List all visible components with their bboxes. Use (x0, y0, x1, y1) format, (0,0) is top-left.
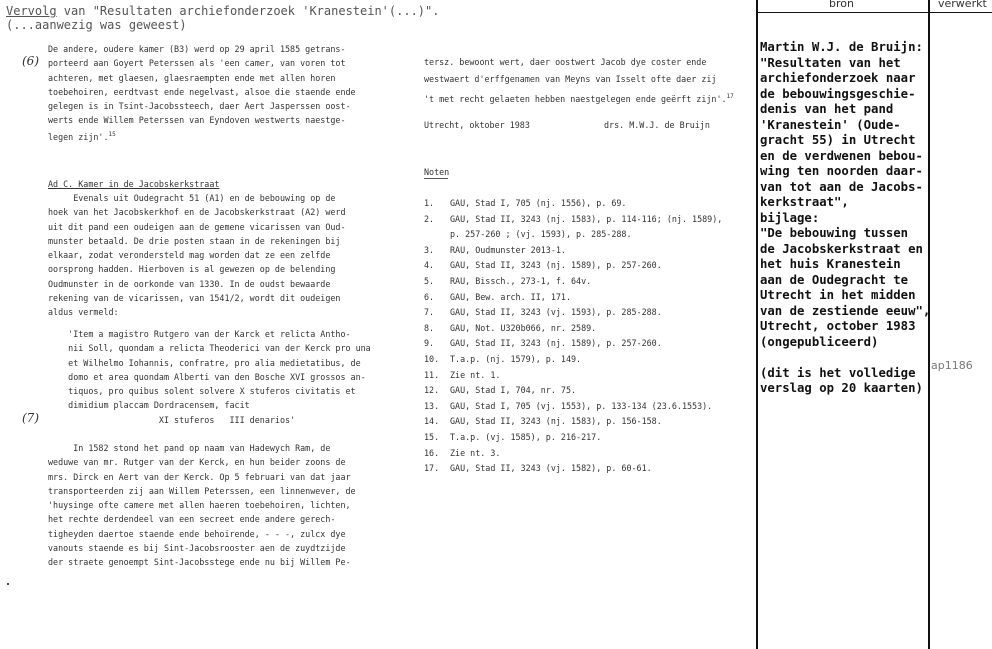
header-subtitle: (...aanwezig was geweest) (6, 18, 187, 32)
note-item (424, 196, 722, 212)
note-item (424, 399, 722, 415)
note-number: 13. (424, 400, 440, 411)
note-item (424, 258, 722, 274)
stray-dot (7, 583, 9, 585)
note-number: 15. (424, 431, 440, 442)
note-number: 8. (424, 322, 435, 333)
footnote-ref: 15 (108, 130, 116, 138)
note-number: 10. (424, 353, 440, 364)
footnote-ref: 17 (726, 93, 734, 100)
note-text: GAU, Stad II, 3243 (nj. 1589), p. 257-260. (450, 260, 662, 271)
note-text: GAU, Stad II, 3243 (vj. 1593), p. 285-288. (450, 307, 662, 318)
note-number: 7. (424, 307, 435, 318)
header-vervolg: Vervolg (6, 4, 57, 18)
paragraph-continuation (424, 54, 734, 108)
bron-cell: Martin W.J. de Bruijn: "Resultaten van het archiefonderzoek naar de bebouwingsgeschie- denis van het pand 'Kranestein' (Oude- gracht 55) in Utrecht en de verdwenen bebou- wing ten noorden daar- van tot aan de Jacobs- kerkstraat", bijlage: "De bebouwing tussen de Jacobskerkstraat en het huis Kranestein aan de Oudegracht te Utrecht in het midden van de zestiende eeuw", Utrecht, october 1983 (ongepubliceerd) (dit is het volledige verslag op 20 kaarten) (760, 40, 931, 395)
margin-mark-7: (7) (22, 411, 39, 425)
header-title-rest: van "Resultaten archiefonderzoek 'Kranestein'(...)". (56, 4, 440, 18)
note-item (424, 274, 722, 290)
margin-mark-6: (6) (22, 54, 39, 68)
note-text: GAU, Bew. arch. II, 171. (450, 291, 572, 302)
table-header-rule (756, 12, 992, 13)
note-item (424, 461, 722, 477)
note-item (424, 336, 722, 352)
note-text: RAU, Oudmunster 2013-1. (450, 244, 566, 255)
latin-quote: 'Item a magistro Rutgero van der Karck et relicta Antho- nii Soll, quondam a relicta Theoderici van der Kerck pro una et Wilhelmo Iohannis, confratre, pro alia medietatibus, de domo et area quondam Alberti van den Bosche XVI grossos an- tiquos, pro quibus solent solvere X stuferos civitatis et dimidium placcam Dordracensem, facit XI stuferos III denarios' (68, 329, 371, 425)
note-item (424, 446, 722, 462)
notes-title: Noten (424, 167, 450, 177)
paragraph-ad-c: Evenals uit Oudegracht 51 (A1) en de bebouwing op de hoek van het Jacobskerkhof en de Jacobskerkstraat (A2) werd uit dit pand een oudeigen aan de gemene vicarissen van Oud- munster betaald. De drie posten staan in de rekeningen bij elkaar, zodat verondersteld mag worden dat ze een zelfde oorsprong hadden. Hierboven is al gewezen op de belending Oudmunster in de oorkonde van 1330. In de oudst bewaarde rekening van de vicarissen, van 1541/2, wordt dit oudeigen aldus vermeld: (48, 193, 346, 318)
notes-list (424, 196, 722, 477)
note-number: 17. (424, 463, 440, 474)
note-item (424, 212, 722, 228)
paragraph-kamer-b3 (48, 42, 356, 144)
paragraph-continuation-text: tersz. bewoont wert, daer oostwert Jacob dye coster ende westwaert d'erffgenamen van Meyns van Isselt ofte daer zij 't met recht gelaeten hebben naestgelegen ende geërft zijn'. (424, 57, 727, 104)
section-heading: Ad C. Kamer in de Jacobskerkstraat (48, 179, 220, 189)
note-number: 3. (424, 244, 435, 255)
note-text: RAU, Bissch., 273-1, f. 64v. (450, 275, 592, 286)
paragraph-kamer-b3-text: De andere, oudere kamer (B3) werd op 29 april 1585 getrans- porteerd aan Goyert Peterssen als 'een camer, van voren tot achteren, met glaesen, glaesraempten ende met allen horen toebehoiren, eerdtvast ende negelvast, alsoe die staende ende gelegen is in Tsint-Jacobssteech, daer Aert Jasperssen oost- werts ende Willem Peterssen van Eyndoven westwerts naestge- legen zijn'. (48, 44, 356, 142)
note-item (424, 352, 722, 368)
note-text: GAU, Not. U320b066, nr. 2589. (450, 322, 597, 333)
note-item (424, 227, 722, 243)
note-text: GAU, Stad I, 704, nr. 75. (450, 385, 577, 396)
note-item (424, 368, 722, 384)
table-divider-left (756, 0, 758, 649)
paragraph-1582: In 1582 stond het pand op naam van Hadewych Ram, de weduwe van mr. Rutger van der Kerck, en hun beider zoons de mrs. Dirck en Aert van der Kerck. Op 5 februari van dat jaar transporteerden zij aan Willem Peterssen, een linnenwever, de 'huysinge ofte camere met allen haeren toebehoiren, lichten, het rechte derdendeel van een secreet ende andere gerech- tigheyden daertoe staende ende behoirende, - - -, zulcx dye vanouts staende es bij Sint-Jacobsrooster aen de zuydtzijde der straete genoempt Sint-Jacobsstege ende nu bij Willem Pe- (48, 443, 356, 568)
column-header-verwerkt: verwerkt (938, 0, 987, 10)
note-text: T.a.p. (nj. 1579), p. 149. (450, 353, 582, 364)
column-header-bron: bron (829, 0, 854, 10)
note-item (424, 430, 722, 446)
verwerkt-cell: ap1186 (931, 359, 973, 372)
note-number: 9. (424, 338, 435, 349)
note-item (424, 243, 722, 259)
note-item (424, 305, 722, 321)
author-signature: drs. M.W.J. de Bruijn (604, 120, 710, 130)
place-date: Utrecht, oktober 1983 (424, 120, 530, 130)
note-text: Zie nt. 1. (450, 369, 501, 380)
note-text: GAU, Stad II, 3243 (vj. 1582), p. 60-61. (450, 463, 652, 474)
note-text: GAU, Stad II, 3243 (nj. 1589), p. 257-260. (450, 338, 662, 349)
note-text: Zie nt. 3. (450, 447, 501, 458)
note-text: p. 257-260 ; (vj. 1593), p. 285-288. (450, 229, 632, 240)
notes-title-rule (424, 178, 448, 179)
header-title (6, 4, 439, 18)
note-number: 16. (424, 447, 440, 458)
note-text: GAU, Stad II, 3243 (nj. 1583), p. 156-158. (450, 416, 662, 427)
note-number: 12. (424, 385, 440, 396)
note-text: T.a.p. (vj. 1585), p. 216-217. (450, 431, 602, 442)
note-number: 14. (424, 416, 440, 427)
note-number: 6. (424, 291, 435, 302)
note-item (424, 321, 722, 337)
note-number: 5. (424, 275, 435, 286)
note-number: 2. (424, 213, 435, 224)
note-item (424, 290, 722, 306)
note-text: GAU, Stad I, 705 (vj. 1553), p. 133-134 (23.6.1553). (450, 400, 713, 411)
note-item (424, 414, 722, 430)
note-item (424, 383, 722, 399)
note-number: 11. (424, 369, 440, 380)
note-text: GAU, Stad II, 3243 (nj. 1583), p. 114-116; (nj. 1589), (450, 213, 723, 224)
note-text: GAU, Stad I, 705 (nj. 1556), p. 69. (450, 198, 627, 208)
note-number: 4. (424, 260, 435, 271)
note-number: 1. (424, 198, 435, 208)
